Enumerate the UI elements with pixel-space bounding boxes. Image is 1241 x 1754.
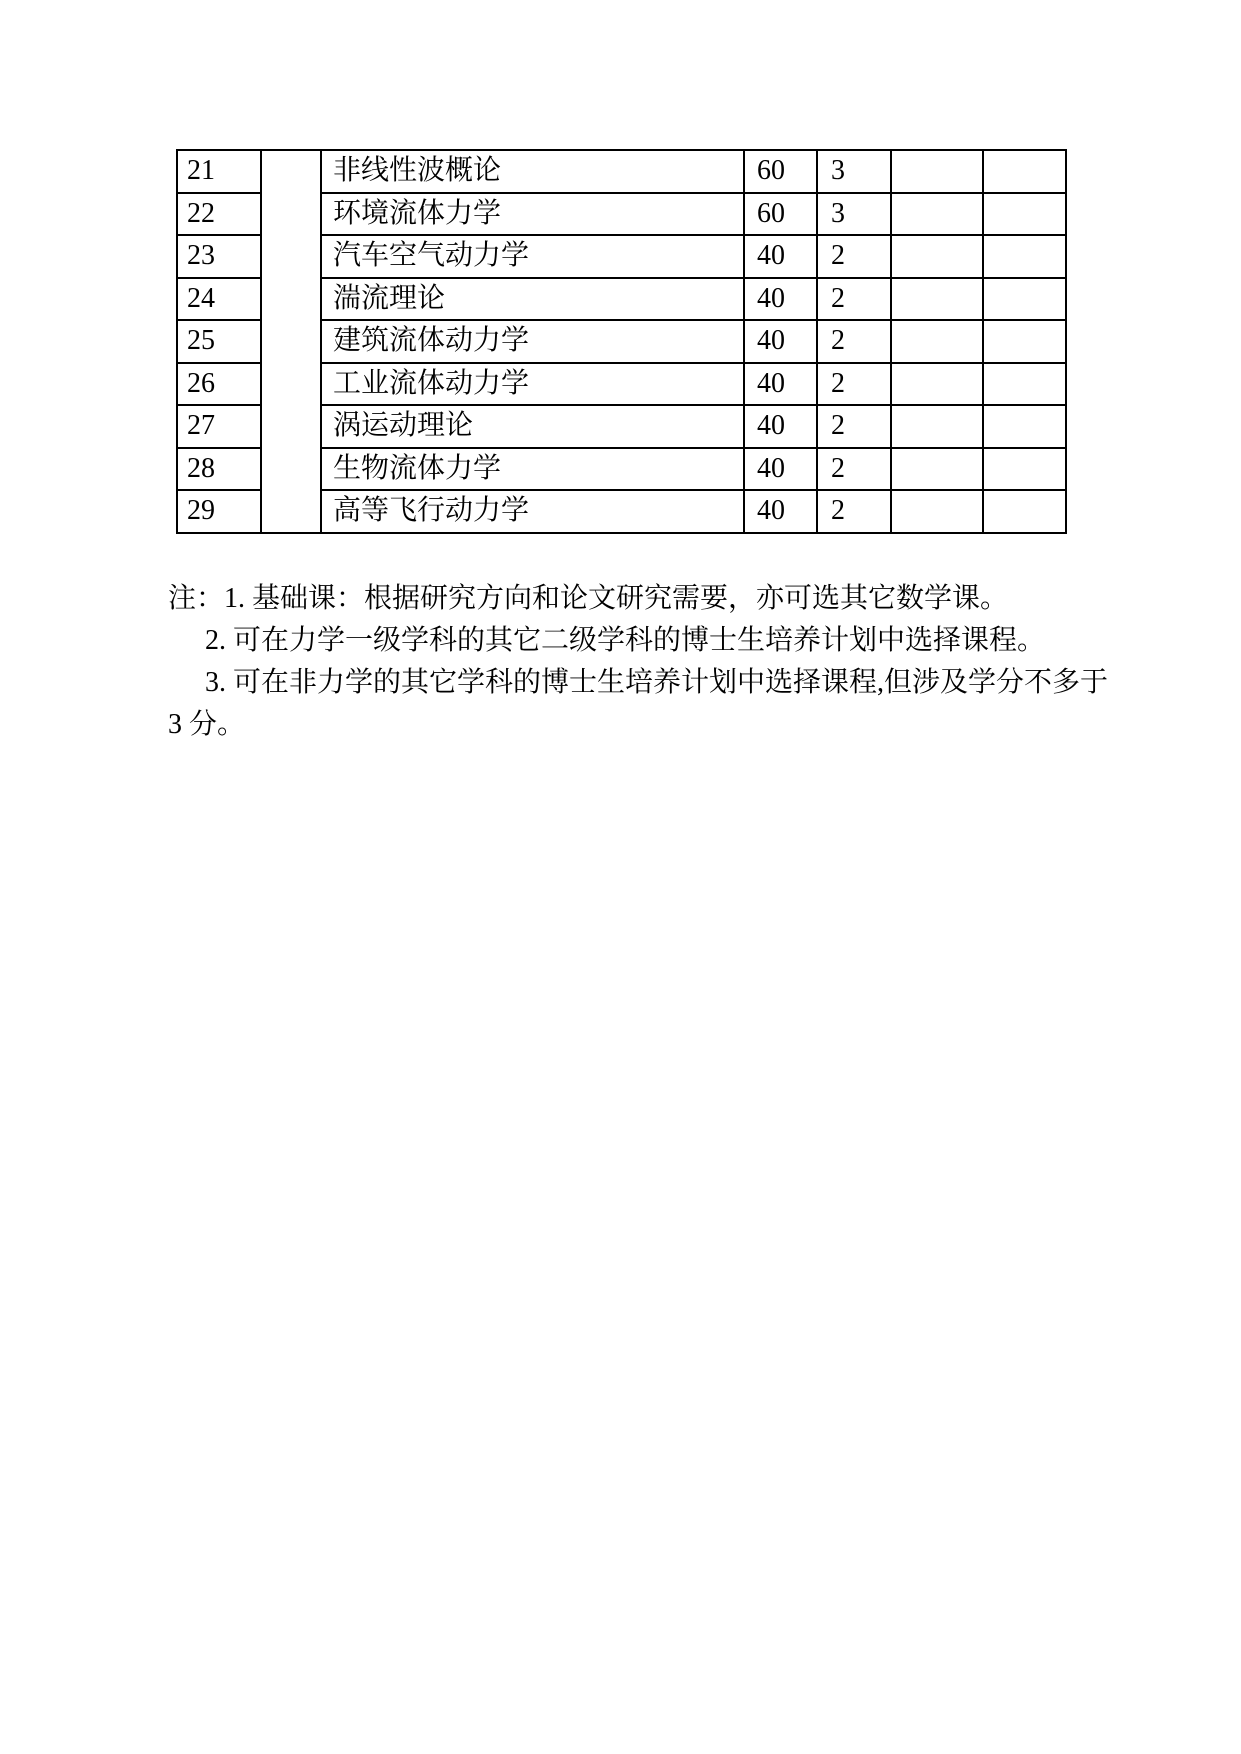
- note-1: 注：1. 基础课：根据研究方向和论文研究需要，亦可选其它数学课。: [168, 583, 1009, 614]
- row-number-cell: 25: [177, 320, 261, 363]
- course-name-cell: 湍流理论: [321, 278, 744, 321]
- row-number-cell: 22: [177, 193, 261, 236]
- hours-cell: 40: [744, 363, 817, 406]
- empty-cell-2: [983, 405, 1066, 448]
- note-3-continuation: 3 分。: [168, 709, 246, 740]
- notes-section: [168, 578, 1108, 746]
- empty-cell-2: [983, 235, 1066, 278]
- empty-cell-2: [983, 150, 1066, 193]
- row-number-cell: 23: [177, 235, 261, 278]
- empty-cell-2: [983, 193, 1066, 236]
- hours-cell: 40: [744, 405, 817, 448]
- empty-cell-2: [983, 448, 1066, 491]
- hours-cell: 40: [744, 235, 817, 278]
- row-number-cell: 29: [177, 490, 261, 533]
- row-number-cell: 24: [177, 278, 261, 321]
- credits-cell: 2: [817, 363, 891, 406]
- empty-cell-1: [891, 405, 983, 448]
- course-name-cell: 涡运动理论: [321, 405, 744, 448]
- course-table: [176, 149, 1067, 534]
- hours-cell: 40: [744, 448, 817, 491]
- empty-cell-2: [983, 363, 1066, 406]
- credits-cell: 2: [817, 405, 891, 448]
- credits-cell: 3: [817, 150, 891, 193]
- course-name-cell: 非线性波概论: [321, 150, 744, 193]
- empty-cell-1: [891, 193, 983, 236]
- row-number-cell: 27: [177, 405, 261, 448]
- empty-cell-1: [891, 278, 983, 321]
- table-row: [177, 150, 1066, 193]
- note-3: 3. 可在非力学的其它学科的博士生培养计划中选择课程,但涉及学分不多于: [205, 667, 1109, 698]
- credits-cell: 2: [817, 490, 891, 533]
- empty-cell-1: [891, 490, 983, 533]
- credits-cell: 2: [817, 278, 891, 321]
- credits-cell: 3: [817, 193, 891, 236]
- row-number-cell: 26: [177, 363, 261, 406]
- hours-cell: 60: [744, 150, 817, 193]
- course-name-cell: 建筑流体动力学: [321, 320, 744, 363]
- course-name-cell: 环境流体力学: [321, 193, 744, 236]
- course-name-cell: 高等飞行动力学: [321, 490, 744, 533]
- empty-cell-2: [983, 278, 1066, 321]
- hours-cell: 60: [744, 193, 817, 236]
- empty-cell-1: [891, 448, 983, 491]
- course-name-cell: 生物流体力学: [321, 448, 744, 491]
- empty-cell-1: [891, 320, 983, 363]
- row-number-cell: 21: [177, 150, 261, 193]
- empty-cell-1: [891, 363, 983, 406]
- hours-cell: 40: [744, 490, 817, 533]
- hours-cell: 40: [744, 278, 817, 321]
- hours-cell: 40: [744, 320, 817, 363]
- row-number-cell: 28: [177, 448, 261, 491]
- empty-cell-2: [983, 490, 1066, 533]
- credits-cell: 2: [817, 320, 891, 363]
- credits-cell: 2: [817, 235, 891, 278]
- empty-cell-1: [891, 235, 983, 278]
- course-name-cell: 汽车空气动力学: [321, 235, 744, 278]
- empty-cell-1: [891, 150, 983, 193]
- note-2: 2. 可在力学一级学科的其它二级学科的博士生培养计划中选择课程。: [205, 625, 1046, 656]
- credits-cell: 2: [817, 448, 891, 491]
- category-cell: [261, 150, 321, 533]
- empty-cell-2: [983, 320, 1066, 363]
- course-name-cell: 工业流体动力学: [321, 363, 744, 406]
